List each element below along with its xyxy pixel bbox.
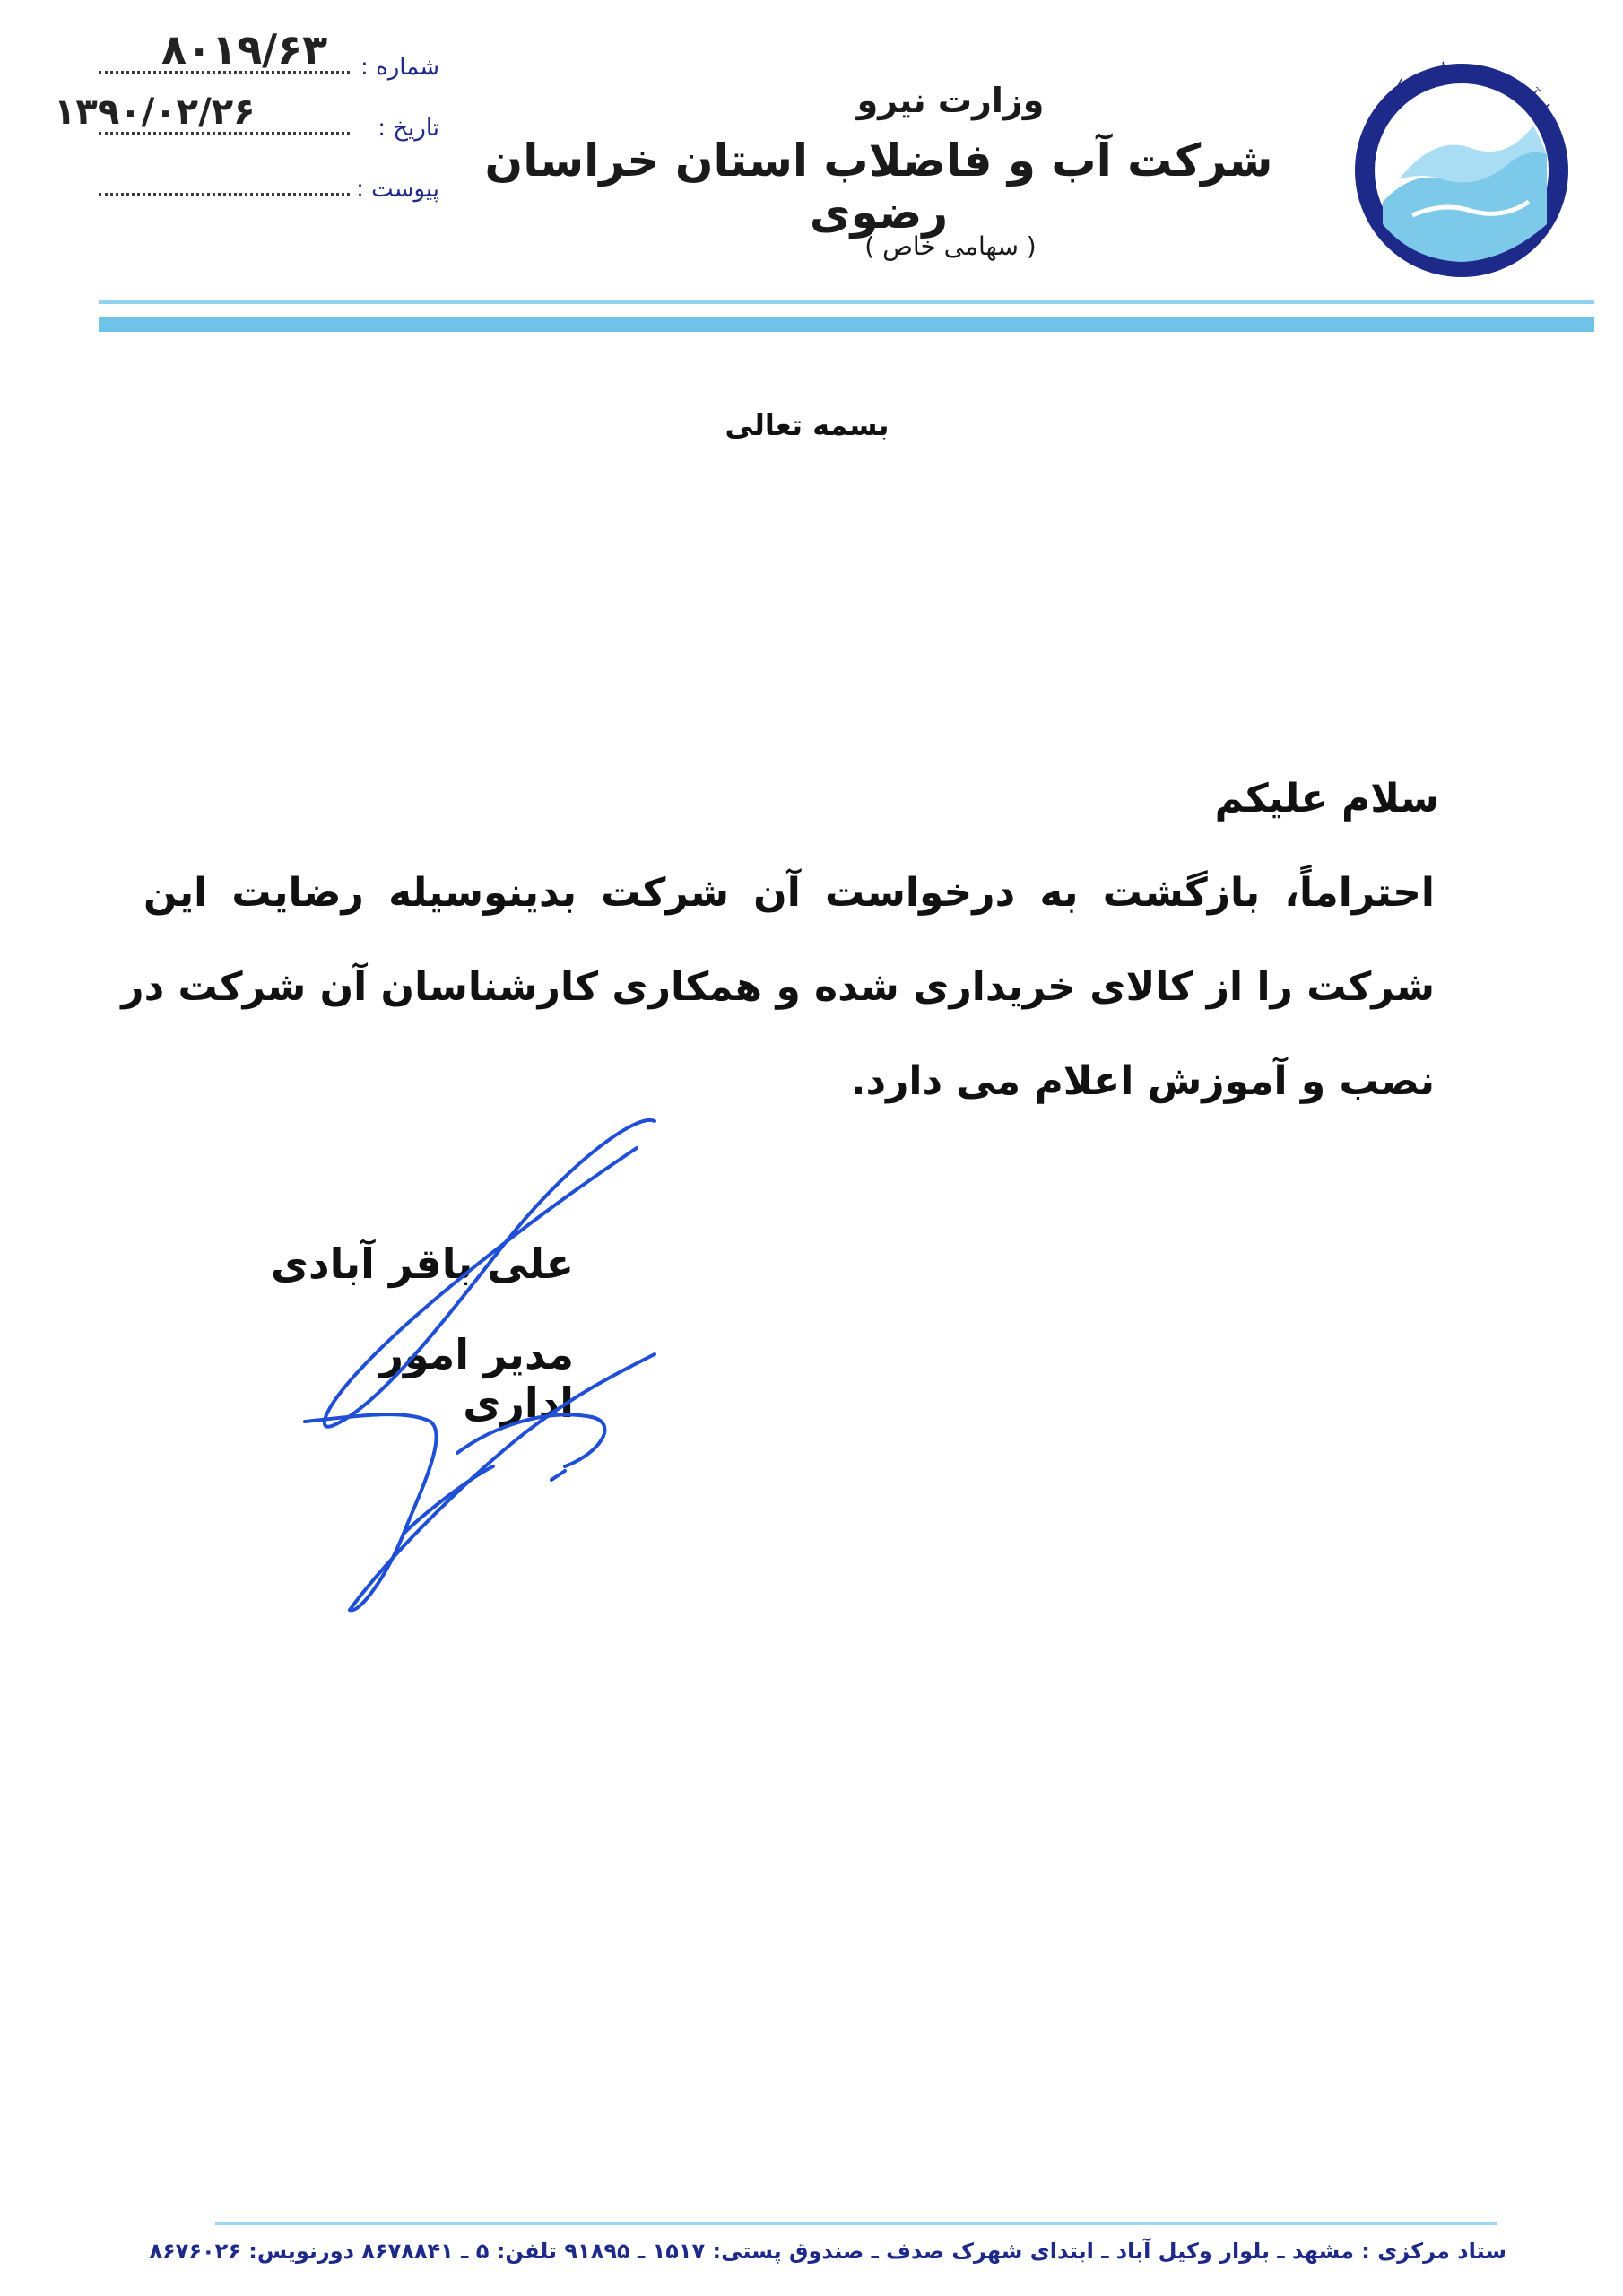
- date-label: تاریخ :: [378, 115, 439, 142]
- attachment-label: پیوست :: [356, 176, 439, 203]
- signatory-title: مدیر امور اداری: [379, 1330, 574, 1427]
- salutation: سلام علیکم: [1214, 776, 1439, 822]
- logo-motto: از آب هر چیزی را زنده کردیم: [1370, 57, 1553, 116]
- company-type: ( سهامی خاص ): [864, 231, 1037, 261]
- basmala: بسمه تعالی: [725, 408, 890, 442]
- number-label: شماره :: [360, 54, 439, 81]
- company-logo: [1327, 36, 1596, 305]
- attachment-dots: [99, 189, 350, 196]
- letter-number: ۸۰۱۹/۶۳: [161, 25, 328, 74]
- footer-address: ستاد مرکزی : مشهد ـ بلوار وکیل آباد ـ ابتدای شهرک صدف ـ صندوق پستی: ۱۵۱۷ ـ ۹۱۸۹۵ تلفن: ۵ ـ ۸۶۷۸۸۴۱ دورنویس: ۸۶۷۶۰۲۶: [149, 2239, 1506, 2264]
- body-line-3: نصب و آموزش اعلام می دارد.: [850, 1058, 1435, 1104]
- ministry-name: وزارت نیرو: [856, 81, 1045, 120]
- company-name: شرکت آب و فاضلاب استان خراسان رضوی: [484, 135, 1273, 239]
- header-rule-thin: [99, 300, 1594, 304]
- signatory-name: علی باقر آبادی: [270, 1239, 574, 1288]
- letter-date: ۱۳۹۰/۰۲/۲۶: [54, 91, 256, 133]
- handwritten-signature: [296, 1112, 673, 1614]
- header-rule-thick: [99, 317, 1594, 332]
- letter-meta: [54, 25, 475, 203]
- body-line-2: شرکت را از کالای خریداری شده و همکاری کارشناسان آن شرکت در: [121, 964, 1435, 1010]
- footer-rule: [215, 2222, 1497, 2225]
- body-line-1: احتراماً، بازگشت به درخواست آن شرکت بدینوسیله رضایت این: [143, 870, 1435, 916]
